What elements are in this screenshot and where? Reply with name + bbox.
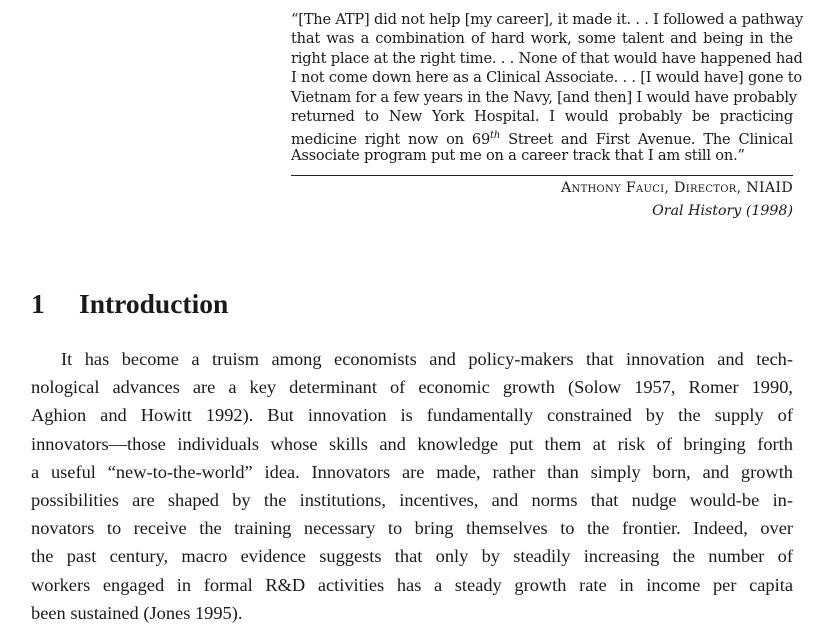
paragraph-line: nological advances are a key determinant of economic growth (Solow 1957, Romer 1990, <box>31 377 793 398</box>
epigraph-line: Associate program put me on a career track that I am still on.” <box>291 146 745 164</box>
body-paragraph <box>31 345 793 627</box>
paragraph-line: a useful “new-to-the-world” idea. Innovators are made, rather than simply born, and growth <box>31 461 793 482</box>
epigraph-author <box>291 178 793 199</box>
epigraph-line: returned to New York Hospital. I would probably be practicing <box>291 107 793 125</box>
author-name: Anthony Fauci, Director, NIAID <box>560 180 793 197</box>
epigraph-source <box>291 201 793 222</box>
epigraph-rule <box>291 175 793 176</box>
paragraph-line: novators to receive the training necessary to bring themselves to the frontier. Indeed, over <box>31 518 793 539</box>
epigraph-line: I not come down here as a Clinical Associate. . . [I would have] gone to <box>291 69 802 87</box>
paragraph-line: been sustained (Jones 1995). <box>31 602 243 623</box>
epigraph-line: right place at the right time. . . None of that would have happened had <box>291 49 803 67</box>
ordinal-superscript: th <box>490 130 501 142</box>
epigraph <box>291 10 804 222</box>
paragraph-line: It has become a truism among economists and policy-makers that innovation and tech- <box>61 349 793 369</box>
epigraph-line: “[The ATP] did not help [my career], it made it. . . I followed a pathway <box>291 11 804 28</box>
epigraph-line-part: medicine right now on 69 <box>291 131 491 149</box>
section-title: Introduction <box>79 288 229 319</box>
source-citation: Oral History (1998) <box>652 203 793 220</box>
section-number: 1 <box>31 288 45 319</box>
paragraph-line: the past century, macro evidence suggests that only by steadily increasing the number of <box>31 546 793 567</box>
epigraph-line <box>291 126 793 149</box>
paragraph-line: Aghion and Howitt 1992). But innovation is fundamentally constrained by the supply of <box>31 405 793 426</box>
section-heading <box>31 288 228 320</box>
epigraph-line-part: Street and First Avenue. The Clinical <box>500 131 793 149</box>
epigraph-line: that was a combination of hard work, some talent and being in the <box>291 30 793 48</box>
epigraph-line: Vietnam for a few years in the Navy, [and then] I would have probably <box>291 88 797 106</box>
paragraph-line: possibilities are shaped by the institutions, incentives, and norms that nudge would-be in- <box>31 489 793 510</box>
paragraph-line: innovators—those individuals whose skills and knowledge put them at risk of bringing forth <box>31 433 793 454</box>
paragraph-line: workers engaged in formal R&D activities has a steady growth rate in income per capita <box>31 574 793 595</box>
